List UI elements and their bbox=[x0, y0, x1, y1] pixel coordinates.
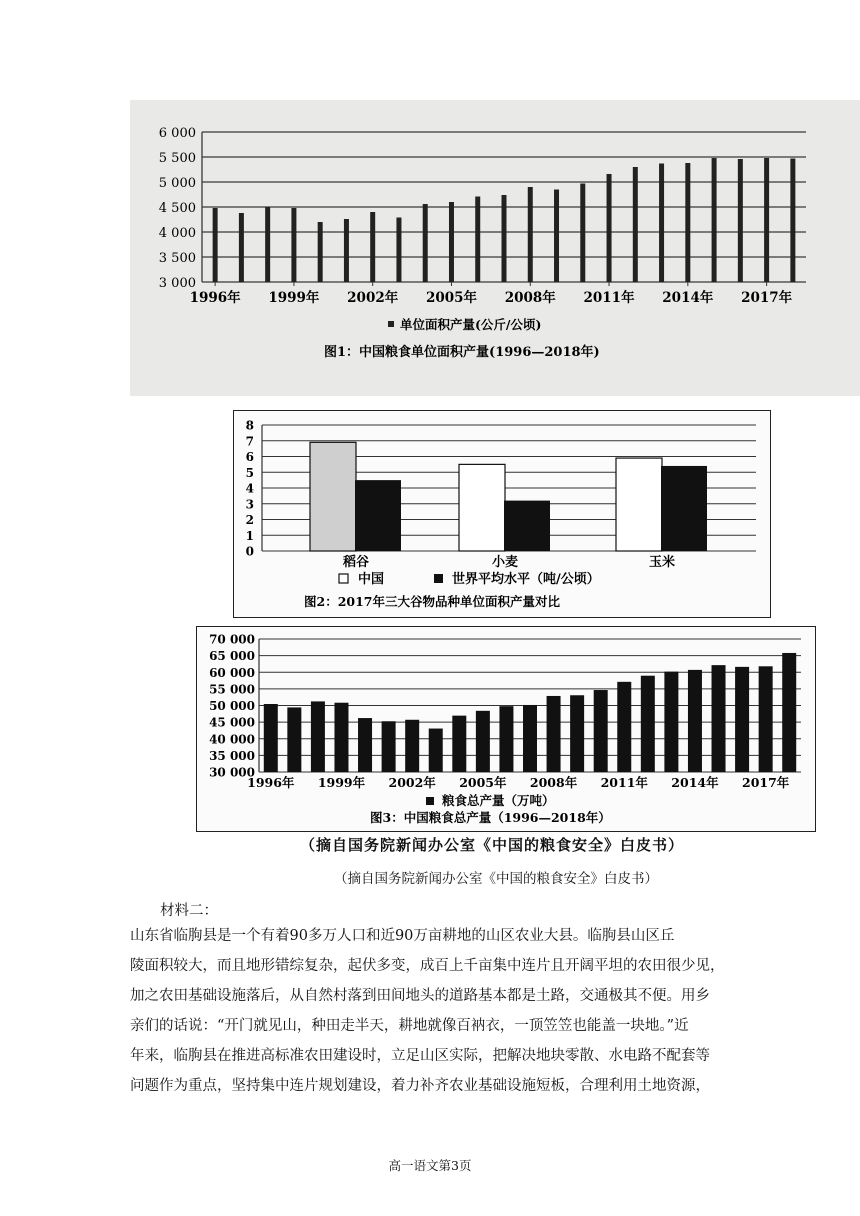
x-tick-label: 1999年 bbox=[317, 775, 366, 790]
bar bbox=[264, 704, 278, 772]
y-tick-label: 45 000 bbox=[209, 715, 255, 730]
legend-swatch-world bbox=[434, 574, 443, 583]
y-tick-label: 6 000 bbox=[158, 126, 196, 141]
paragraph-line: 亲们的话说：“开门就见山，种田走半天，耕地就像百衲衣，一顶笠笠也能盖一块地。”近 bbox=[130, 1018, 689, 1034]
chart-title: 图1：中国粮食单位面积产量(1996—2018年) bbox=[324, 345, 600, 360]
x-tick-label: 2017年 bbox=[742, 775, 790, 790]
y-tick-label: 6 bbox=[245, 450, 254, 464]
bar bbox=[423, 204, 428, 282]
bar bbox=[617, 682, 631, 772]
x-tick-label: 1996年 bbox=[189, 290, 241, 306]
x-category-label: 玉米 bbox=[648, 555, 676, 570]
y-tick-label: 60 000 bbox=[209, 665, 255, 680]
y-tick-label: 3 bbox=[245, 497, 254, 512]
x-category-label: 稻谷 bbox=[342, 555, 370, 570]
y-tick-label: 8 bbox=[245, 418, 254, 433]
bar bbox=[318, 222, 323, 282]
bar bbox=[523, 705, 537, 772]
x-tick-label: 2005年 bbox=[459, 775, 507, 790]
x-tick-label: 1999年 bbox=[268, 290, 320, 306]
y-tick-label: 55 000 bbox=[209, 682, 255, 697]
bar bbox=[405, 720, 419, 772]
bar bbox=[547, 696, 561, 772]
y-tick-label: 2 bbox=[245, 513, 254, 527]
figure2-chart bbox=[234, 411, 769, 616]
bar bbox=[738, 159, 743, 282]
bar bbox=[370, 212, 375, 282]
figure3-chart bbox=[197, 627, 814, 830]
y-tick-label: 1 bbox=[245, 528, 254, 543]
bar-world bbox=[661, 466, 707, 551]
bar bbox=[580, 184, 585, 283]
bar-china bbox=[616, 458, 662, 551]
bar bbox=[499, 706, 513, 772]
bar bbox=[528, 187, 533, 282]
legend-label: 粮食总产量（万吨） bbox=[442, 793, 555, 808]
bar bbox=[429, 729, 443, 772]
x-category-label: 小麦 bbox=[491, 555, 519, 570]
material-two-label: 材料二： bbox=[160, 903, 218, 919]
bar bbox=[688, 670, 702, 772]
bar-china bbox=[459, 464, 505, 551]
bar bbox=[449, 202, 454, 282]
x-tick-label: 2002年 bbox=[388, 775, 436, 790]
bar bbox=[782, 653, 796, 772]
x-tick-label: 2014年 bbox=[671, 775, 719, 790]
bar bbox=[502, 195, 507, 282]
x-tick-label: 2017年 bbox=[741, 290, 793, 306]
y-tick-label: 4 000 bbox=[158, 226, 196, 241]
bar bbox=[712, 158, 717, 282]
y-tick-label: 7 bbox=[245, 434, 254, 449]
legend-swatch bbox=[426, 797, 434, 805]
source-caption: （摘自国务院新闻办公室《中国的粮食安全》白皮书） bbox=[334, 871, 658, 887]
paragraph-line: 加之农田基础设施落后，从自然村落到田间地头的道路基本都是土路，交通极其不便。用乡 bbox=[130, 988, 710, 1004]
bar bbox=[334, 703, 348, 772]
bar bbox=[476, 711, 490, 772]
bar bbox=[291, 208, 296, 282]
y-tick-label: 3 000 bbox=[158, 276, 196, 291]
bar bbox=[452, 716, 466, 772]
bar-world bbox=[504, 501, 550, 551]
bar bbox=[213, 208, 218, 282]
bar bbox=[382, 721, 396, 772]
y-tick-label: 5 500 bbox=[158, 151, 196, 166]
paragraph-line: 山东省临朐县是一个有着90多万人口和近90万亩耕地的山区农业大县。临朐县山区丘 bbox=[130, 928, 675, 944]
legend-swatch-china bbox=[339, 574, 348, 583]
bar bbox=[475, 197, 480, 283]
y-tick-label: 5 000 bbox=[158, 176, 196, 191]
bar bbox=[759, 666, 773, 772]
page-footer: 高一语文第3页 bbox=[388, 1158, 472, 1173]
x-tick-label: 2014年 bbox=[662, 290, 714, 306]
bar bbox=[764, 158, 769, 282]
figure3-total-output bbox=[196, 626, 816, 832]
chart-title: 图2：2017年三大谷物品种单位面积产量对比 bbox=[304, 594, 560, 609]
bar bbox=[712, 665, 726, 772]
y-tick-label: 70 000 bbox=[209, 632, 255, 647]
y-tick-label: 30 000 bbox=[209, 765, 255, 780]
legend-label-world: 世界平均水平（吨/公顷） bbox=[452, 572, 600, 587]
bar bbox=[790, 159, 795, 283]
x-tick-label: 2011年 bbox=[583, 290, 635, 306]
figure1-chart bbox=[130, 100, 860, 396]
bar bbox=[287, 707, 301, 772]
bar bbox=[735, 667, 749, 772]
paragraph-line: 年来，临朐县在推进高标准农田建设时，立足山区实际，把解决地块零散、水电路不配套等 bbox=[130, 1048, 710, 1064]
y-tick-label: 3 500 bbox=[158, 251, 196, 266]
bar bbox=[554, 190, 559, 283]
source-caption-bold: （摘自国务院新闻办公室《中国的粮食安全》白皮书） bbox=[300, 836, 685, 854]
bar bbox=[311, 701, 325, 772]
bar bbox=[641, 676, 655, 772]
bar bbox=[664, 672, 678, 772]
x-tick-label: 2011年 bbox=[600, 775, 648, 790]
bar bbox=[358, 718, 372, 772]
x-tick-label: 1996年 bbox=[247, 775, 295, 790]
bar bbox=[570, 695, 584, 772]
bar bbox=[607, 174, 612, 282]
legend-swatch bbox=[388, 321, 394, 327]
y-tick-label: 0 bbox=[245, 544, 254, 559]
legend-label: 单位面积产量(公斤/公顷) bbox=[400, 317, 542, 332]
bar bbox=[239, 213, 244, 282]
y-tick-label: 65 000 bbox=[209, 649, 255, 664]
bar-world bbox=[355, 480, 401, 551]
chart-title: 图3：中国粮食总产量（1996—2018年） bbox=[370, 810, 611, 825]
bar bbox=[265, 207, 270, 282]
y-tick-label: 5 bbox=[245, 465, 254, 480]
bar-china bbox=[310, 442, 356, 551]
bar bbox=[633, 167, 638, 282]
y-tick-label: 35 000 bbox=[209, 748, 255, 763]
bar bbox=[344, 219, 349, 282]
bar bbox=[685, 163, 690, 282]
paragraph-line: 陵面积较大，而且地形错综复杂，起伏多变，成百上千亩集中连片且开阔平坦的农田很少见， bbox=[130, 958, 725, 974]
y-tick-label: 4 bbox=[245, 481, 254, 496]
bar bbox=[659, 164, 664, 283]
x-tick-label: 2008年 bbox=[529, 775, 578, 790]
legend-label-china: 中国 bbox=[358, 572, 385, 587]
figure1-yield-per-area bbox=[130, 100, 860, 396]
y-tick-label: 40 000 bbox=[209, 732, 255, 747]
y-tick-label: 50 000 bbox=[209, 699, 255, 713]
x-tick-label: 2005年 bbox=[425, 290, 478, 306]
bar bbox=[396, 218, 401, 283]
x-tick-label: 2002年 bbox=[347, 290, 399, 306]
figure2-three-grains bbox=[233, 410, 771, 618]
x-tick-label: 2008年 bbox=[504, 290, 556, 306]
y-tick-label: 4 500 bbox=[158, 201, 196, 216]
bar bbox=[594, 690, 608, 772]
paragraph-line: 问题作为重点，坚持集中连片规划建设，着力补齐农业基础设施短板，合理利用土地资源， bbox=[130, 1078, 710, 1094]
